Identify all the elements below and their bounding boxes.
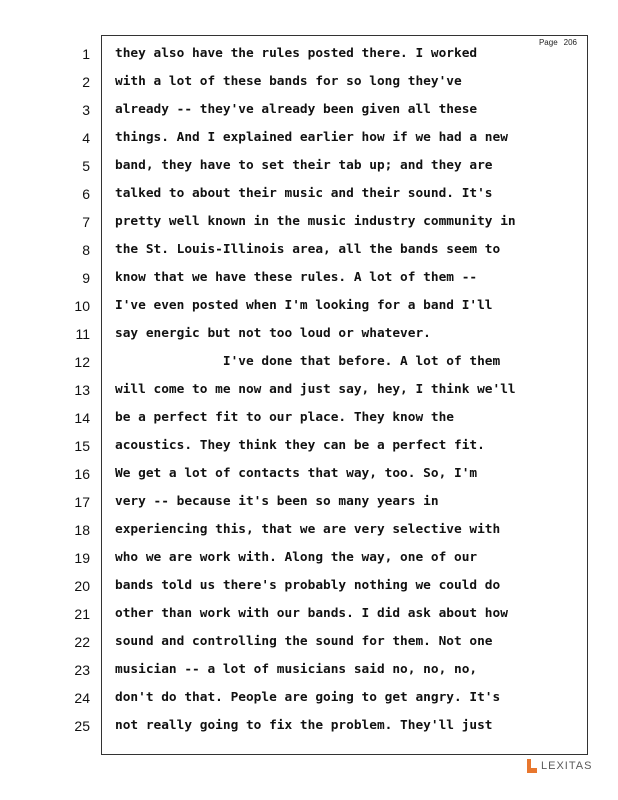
transcript-line: know that we have these rules. A lot of them -- — [115, 270, 478, 285]
transcript-line: We get a lot of contacts that way, too. So, I'm — [115, 466, 478, 481]
transcript-line: band, they have to set their tab up; and they are — [115, 158, 493, 173]
line-number: 15 — [74, 438, 90, 454]
line-number: 8 — [82, 242, 90, 258]
line-number: 24 — [74, 690, 90, 706]
transcript-line: be a perfect fit to our place. They know the — [115, 410, 454, 425]
transcript-line: the St. Louis-Illinois area, all the bands seem to — [115, 242, 501, 257]
transcript-line: acoustics. They think they can be a perfect fit. — [115, 438, 485, 453]
line-number: 25 — [74, 718, 90, 734]
line-number: 22 — [74, 634, 90, 650]
transcript-line: I've even posted when I'm looking for a band I'll — [115, 298, 493, 313]
line-number: 10 — [74, 298, 90, 314]
transcript-line: talked to about their music and their sound. It's — [115, 186, 493, 201]
transcript-line: musician -- a lot of musicians said no, no, no, — [115, 662, 478, 677]
line-number: 6 — [82, 186, 90, 202]
line-number: 18 — [74, 522, 90, 538]
transcript-line: who we are work with. Along the way, one of our — [115, 550, 478, 565]
page-number: 206 — [563, 38, 577, 47]
transcript-line: pretty well known in the music industry community in — [115, 214, 516, 229]
transcript-line: they also have the rules posted there. I worked — [115, 46, 478, 61]
line-number: 5 — [82, 158, 90, 174]
transcript-line: sound and controlling the sound for them. Not one — [115, 634, 493, 649]
transcript-line: don't do that. People are going to get angry. It's — [115, 690, 501, 705]
line-number-column — [60, 40, 100, 740]
lexitas-logo — [526, 758, 592, 774]
line-number: 23 — [74, 662, 90, 678]
line-number: 21 — [74, 606, 90, 622]
line-number: 11 — [75, 326, 90, 342]
page-label-text: Page — [538, 38, 558, 47]
transcript-line: not really going to fix the problem. They'll just — [115, 718, 493, 733]
transcript-line: other than work with our bands. I did ask about how — [115, 606, 508, 621]
line-number: 14 — [74, 410, 90, 426]
line-number: 20 — [74, 578, 90, 594]
line-number: 4 — [82, 130, 90, 146]
line-number: 17 — [74, 494, 90, 510]
line-number: 9 — [82, 270, 90, 286]
line-number: 3 — [82, 102, 90, 118]
logo-text: LEXITAS — [541, 760, 593, 772]
line-number: 1 — [82, 46, 90, 62]
line-number: 13 — [74, 382, 90, 398]
transcript-line: things. And I explained earlier how if we had a new — [115, 130, 508, 145]
line-number: 16 — [74, 466, 90, 482]
transcript-line: very -- because it's been so many years in — [115, 494, 439, 509]
line-number: 2 — [82, 74, 90, 90]
line-number: 12 — [74, 354, 90, 370]
transcript-line: experiencing this, that we are very selective with — [115, 522, 501, 537]
transcript-line: with a lot of these bands for so long they've — [115, 74, 462, 89]
line-number: 7 — [82, 214, 90, 230]
transcript-line: already -- they've already been given all these — [115, 102, 478, 117]
transcript-line: say energic but not too loud or whatever. — [115, 326, 431, 341]
transcript-text — [115, 40, 585, 740]
transcript-line: bands told us there's probably nothing we could do — [115, 578, 501, 593]
transcript-line: will come to me now and just say, hey, I think we'll — [115, 382, 516, 397]
transcript-line: I've done that before. A lot of them — [115, 354, 501, 369]
line-number: 19 — [74, 550, 90, 566]
lexitas-logo-mark-icon — [526, 759, 538, 773]
